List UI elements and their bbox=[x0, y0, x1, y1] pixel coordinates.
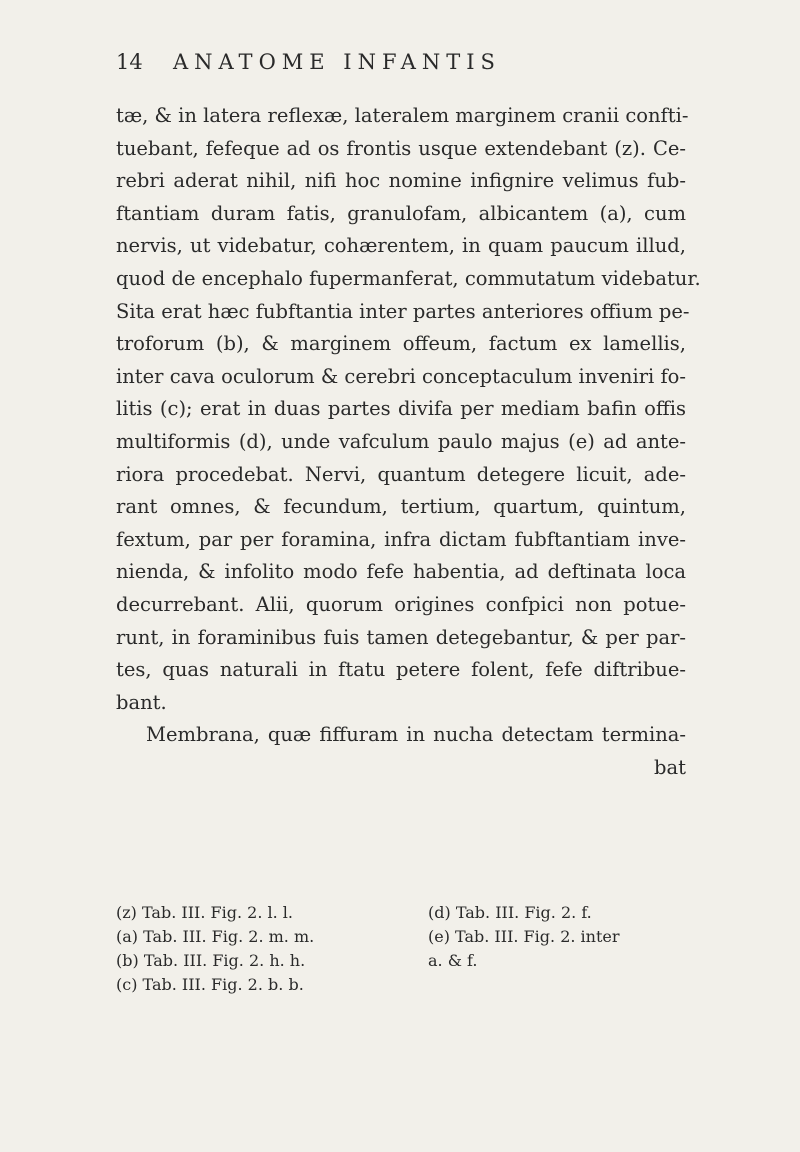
text-line: tuebant, fefeque ad os frontis usque extendebant (z). Ce- bbox=[116, 136, 686, 160]
text-line: troforum (b), & marginem offeum, factum ex lamellis, bbox=[116, 332, 686, 356]
text-line: tes, quas naturali in ftatu petere folent, fefe diftribue- bbox=[116, 658, 686, 682]
text-line: tæ, & in latera reflexæ, lateralem marginem cranii confti- bbox=[116, 104, 689, 127]
footnote-row bbox=[116, 925, 686, 949]
text-line: Sita erat hæc fubftantia inter partes anteriores offium pe- bbox=[116, 299, 690, 323]
text-line: rant omnes, & fecundum, tertium, quartum, quintum, bbox=[116, 495, 686, 519]
footnote-row bbox=[116, 949, 686, 973]
paragraph-start-line: Membrana, quæ fiffuram in nucha detectam termina- bbox=[146, 723, 686, 747]
footnote-e: (e) Tab. III. Fig. 2. inter bbox=[428, 927, 620, 946]
text-line: nervis, ut videbatur, cohærentem, in quam paucum illud, bbox=[116, 234, 686, 258]
running-title: ANATOME INFANTIS bbox=[173, 50, 501, 74]
text-line: riora procedebat. Nervi, quantum detegere licuit, ade- bbox=[116, 462, 686, 486]
text-line: rebri aderat nihil, nifi hoc nomine infignire velimus fub- bbox=[116, 169, 686, 193]
text-line: litis (c); erat in duas partes divifa per mediam bafin offis bbox=[116, 397, 686, 421]
text-line: multiformis (d), unde vafculum paulo majus (e) ad ante- bbox=[116, 429, 686, 453]
text-line: bant. bbox=[116, 690, 167, 714]
text-line: inter cava oculorum & cerebri conceptaculum inveniri fo- bbox=[116, 364, 687, 388]
text-line: nienda, & infolito modo fefe habentia, ad deftinata loca bbox=[116, 560, 686, 584]
footnote-a: (a) Tab. III. Fig. 2. m. m. bbox=[116, 927, 315, 946]
text-line: runt, in foraminibus fuis tamen detegebantur, & per par- bbox=[116, 625, 686, 649]
footnote-b: (b) Tab. III. Fig. 2. h. h. bbox=[116, 951, 306, 970]
catchword: bat bbox=[654, 755, 686, 779]
footnote-empty bbox=[428, 973, 686, 997]
body-text bbox=[116, 100, 701, 784]
text-line: quod de encephalo fupermanferat, commutatum videbatur. bbox=[116, 266, 701, 290]
text-line: fextum, par per foramina, infra dictam fubftantiam inve- bbox=[116, 527, 686, 551]
footnote-c: (c) Tab. III. Fig. 2. b. b. bbox=[116, 975, 304, 994]
page-number: 14 bbox=[116, 50, 143, 74]
footnote-d: (d) Tab. III. Fig. 2. f. bbox=[428, 903, 592, 922]
footnote-e-continued: a. & f. bbox=[428, 951, 478, 970]
footnote-z: (z) Tab. III. Fig. 2. l. l. bbox=[116, 903, 293, 922]
text-line: decurrebant. Alii, quorum origines confpici non potue- bbox=[116, 592, 686, 616]
footnotes bbox=[116, 901, 686, 997]
footnote-row bbox=[116, 973, 686, 997]
text-line: ftantiam duram fatis, granulofam, albicantem (a), cum bbox=[116, 201, 686, 225]
footnote-row bbox=[116, 901, 686, 925]
